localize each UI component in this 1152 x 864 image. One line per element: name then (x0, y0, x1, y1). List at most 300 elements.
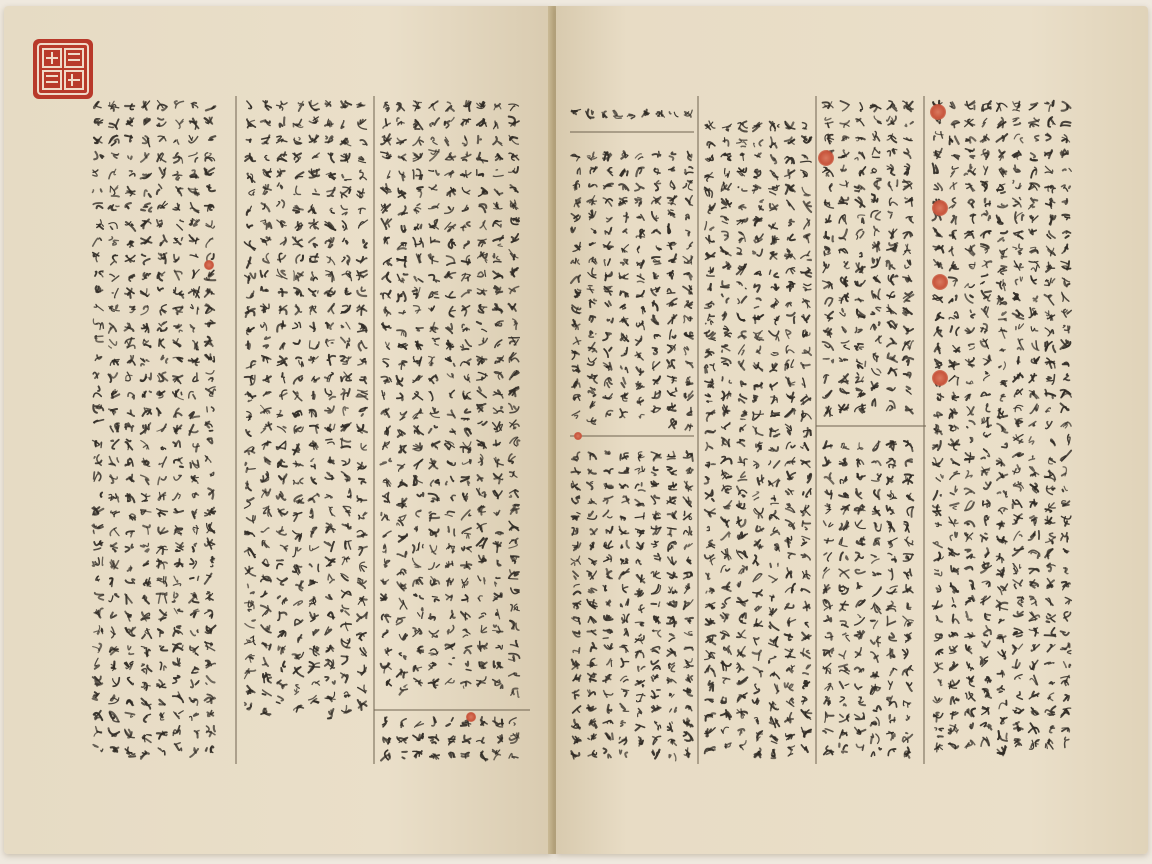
manuscript-glyph (248, 584, 254, 593)
manuscript-glyph (737, 168, 746, 176)
manuscript-glyph (142, 101, 150, 110)
manuscript-glyph (588, 470, 595, 474)
manuscript-glyph (1061, 516, 1071, 526)
manuscript-glyph (621, 659, 629, 667)
manuscript-glyph (477, 524, 486, 532)
manuscript-glyph (93, 676, 103, 685)
manuscript-glyph (723, 678, 730, 683)
manuscript-glyph (125, 288, 134, 298)
manuscript-glyph (683, 256, 692, 264)
manuscript-glyph (855, 570, 865, 574)
manuscript-glyph (309, 220, 318, 229)
manuscript-glyph (415, 526, 418, 531)
manuscript-glyph (903, 292, 913, 302)
manuscript-glyph (281, 662, 285, 672)
manuscript-glyph (985, 677, 991, 683)
manuscript-glyph (824, 697, 830, 705)
manuscript-glyph (935, 523, 941, 527)
manuscript-glyph (141, 612, 149, 621)
manuscript-glyph (261, 405, 271, 413)
manuscript-glyph (383, 442, 390, 450)
manuscript-glyph (639, 414, 644, 418)
manuscript-glyph (903, 232, 912, 238)
manuscript-glyph (210, 472, 214, 476)
manuscript-glyph (93, 189, 102, 192)
manuscript-glyph (142, 273, 150, 280)
manuscript-glyph (722, 549, 732, 560)
manuscript-glyph (1061, 150, 1068, 158)
manuscript-glyph (997, 103, 1007, 111)
manuscript-glyph (572, 481, 580, 490)
manuscript-glyph (430, 577, 439, 586)
manuscript-glyph (329, 507, 335, 516)
manuscript-glyph (873, 242, 880, 252)
manuscript-glyph (981, 737, 989, 746)
manuscript-glyph (94, 137, 102, 143)
manuscript-glyph (876, 336, 882, 343)
manuscript-glyph (708, 204, 715, 214)
manuscript-glyph (493, 221, 501, 227)
manuscript-glyph (277, 220, 286, 227)
manuscript-glyph (1047, 486, 1055, 494)
manuscript-glyph (573, 601, 581, 608)
manuscript-glyph (93, 524, 103, 533)
manuscript-glyph (785, 137, 795, 144)
manuscript-glyph (429, 392, 433, 401)
manuscript-glyph (1029, 612, 1039, 621)
manuscript-glyph (706, 443, 713, 451)
manuscript-glyph (293, 513, 301, 522)
manuscript-glyph (173, 592, 178, 602)
manuscript-glyph (263, 101, 271, 110)
manuscript-glyph (739, 232, 746, 242)
manuscript-glyph (1013, 660, 1020, 669)
manuscript-glyph (966, 596, 975, 605)
manuscript-glyph (246, 481, 251, 490)
manuscript-glyph (841, 165, 846, 171)
manuscript-glyph (1050, 726, 1055, 733)
manuscript-glyph (1045, 390, 1055, 399)
manuscript-glyph (1064, 612, 1071, 621)
manuscript-glyph (509, 250, 518, 260)
manuscript-glyph (871, 734, 879, 744)
manuscript-glyph (573, 181, 579, 190)
manuscript-glyph (326, 557, 335, 566)
manuscript-glyph (129, 514, 135, 520)
manuscript-glyph (839, 294, 848, 304)
manuscript-glyph (738, 187, 747, 191)
manuscript-glyph (604, 259, 610, 266)
manuscript-glyph (446, 595, 452, 601)
manuscript-glyph (263, 690, 272, 696)
manuscript-glyph (775, 544, 780, 551)
manuscript-glyph (309, 169, 319, 178)
manuscript-glyph (725, 169, 730, 178)
manuscript-glyph (341, 306, 351, 314)
manuscript-glyph (905, 537, 913, 546)
manuscript-glyph (310, 646, 319, 656)
manuscript-glyph (278, 253, 286, 261)
manuscript-glyph (754, 461, 759, 468)
manuscript-glyph (1049, 682, 1054, 685)
manuscript-glyph (770, 364, 777, 372)
manuscript-glyph (686, 706, 692, 711)
manuscript-glyph (654, 377, 661, 385)
manuscript-glyph (1014, 231, 1023, 239)
manuscript-glyph (808, 474, 812, 483)
manuscript-glyph (1062, 309, 1072, 317)
manuscript-glyph (206, 371, 214, 382)
manuscript-glyph (905, 122, 913, 127)
manuscript-glyph (620, 291, 628, 297)
manuscript-glyph (981, 467, 990, 475)
manuscript-glyph (447, 374, 453, 378)
manuscript-glyph (429, 204, 440, 209)
manuscript-glyph (721, 697, 726, 704)
manuscript-glyph (1063, 486, 1068, 491)
manuscript-glyph (94, 420, 104, 423)
manuscript-glyph (887, 401, 895, 411)
manuscript-glyph (590, 543, 593, 550)
manuscript-glyph (448, 461, 456, 465)
manuscript-glyph (705, 253, 715, 260)
manuscript-glyph (429, 254, 438, 263)
manuscript-glyph (310, 254, 318, 262)
manuscript-glyph (1047, 579, 1054, 588)
manuscript-glyph (159, 253, 167, 263)
manuscript-glyph (572, 617, 580, 624)
manuscript-glyph (998, 584, 1008, 595)
manuscript-glyph (446, 292, 456, 298)
manuscript-glyph (174, 509, 183, 513)
manuscript-glyph (495, 321, 503, 326)
manuscript-glyph (801, 363, 810, 368)
manuscript-glyph (414, 476, 423, 485)
manuscript-glyph (668, 739, 676, 745)
manuscript-glyph (999, 328, 1007, 339)
manuscript-glyph (361, 444, 366, 451)
manuscript-glyph (840, 521, 849, 530)
manuscript-glyph (785, 122, 795, 130)
manuscript-glyph (950, 471, 960, 479)
manuscript-glyph (310, 306, 316, 315)
manuscript-glyph (874, 275, 880, 282)
manuscript-glyph (397, 569, 406, 574)
manuscript-glyph (668, 512, 677, 520)
manuscript-glyph (430, 118, 439, 126)
manuscript-glyph (246, 655, 255, 663)
manuscript-glyph (261, 304, 269, 312)
manuscript-glyph (95, 593, 104, 600)
manuscript-glyph (418, 608, 423, 618)
manuscript-glyph (141, 510, 151, 515)
manuscript-glyph (951, 697, 959, 704)
manuscript-glyph (1061, 404, 1069, 413)
manuscript-glyph (110, 712, 120, 722)
manuscript-glyph (723, 405, 730, 416)
manuscript-glyph (510, 185, 518, 192)
manuscript-glyph (1013, 102, 1020, 111)
manuscript-glyph (855, 505, 866, 514)
manuscript-glyph (706, 573, 710, 579)
manuscript-glyph (310, 323, 315, 332)
manuscript-glyph (357, 530, 367, 536)
manuscript-glyph (824, 521, 833, 527)
manuscript-glyph (325, 424, 335, 432)
manuscript-glyph (823, 568, 830, 579)
manuscript-glyph (604, 555, 612, 562)
manuscript-glyph (786, 520, 795, 530)
manuscript-glyph (906, 407, 913, 414)
manuscript-glyph (189, 359, 200, 366)
manuscript-glyph (1064, 695, 1069, 701)
manuscript-glyph (461, 340, 472, 350)
manuscript-glyph (684, 527, 692, 535)
manuscript-glyph (967, 381, 973, 384)
manuscript-glyph (413, 101, 421, 111)
manuscript-glyph (953, 615, 959, 624)
manuscript-glyph (651, 541, 658, 547)
manuscript-glyph (1046, 262, 1054, 271)
manuscript-glyph (157, 593, 167, 603)
manuscript-glyph (1013, 197, 1021, 206)
manuscript-glyph (651, 647, 660, 653)
manuscript-glyph (1015, 212, 1024, 223)
manuscript-glyph (887, 388, 895, 391)
manuscript-glyph (509, 654, 520, 661)
manuscript-glyph (189, 425, 197, 435)
manuscript-glyph (652, 467, 658, 475)
manuscript-glyph (667, 497, 676, 504)
manuscript-glyph (572, 305, 581, 313)
manuscript-glyph (738, 297, 747, 304)
manuscript-glyph (191, 305, 199, 314)
manuscript-glyph (261, 625, 271, 633)
manuscript-glyph (668, 345, 676, 353)
manuscript-glyph (1061, 533, 1068, 542)
manuscript-glyph (144, 118, 150, 125)
manuscript-glyph (448, 527, 454, 536)
manuscript-glyph (357, 424, 367, 433)
manuscript-glyph (573, 571, 578, 579)
manuscript-glyph (801, 268, 812, 277)
manuscript-glyph (669, 112, 678, 117)
manuscript-glyph (613, 111, 622, 119)
manuscript-glyph (887, 441, 897, 450)
manuscript-glyph (572, 452, 580, 460)
manuscript-glyph (620, 453, 628, 460)
manuscript-glyph (874, 227, 879, 236)
manuscript-glyph (94, 727, 102, 737)
manuscript-glyph (399, 653, 406, 659)
manuscript-glyph (754, 383, 762, 390)
manuscript-glyph (449, 736, 455, 745)
manuscript-glyph (889, 368, 897, 375)
manuscript-glyph (93, 644, 101, 653)
manuscript-glyph (328, 709, 334, 719)
manuscript-glyph (160, 713, 164, 720)
manuscript-glyph (173, 153, 182, 163)
manuscript-glyph (887, 601, 896, 611)
manuscript-glyph (510, 420, 520, 429)
manuscript-glyph (997, 635, 1005, 642)
manuscript-glyph (451, 495, 455, 500)
manuscript-glyph (934, 663, 943, 673)
manuscript-glyph (1068, 435, 1071, 445)
manuscript-glyph (588, 358, 597, 365)
manuscript-glyph (965, 566, 973, 570)
manuscript-glyph (843, 633, 850, 641)
manuscript-glyph (855, 648, 861, 658)
manuscript-glyph (509, 753, 518, 758)
manuscript-glyph (588, 734, 596, 739)
manuscript-glyph (397, 274, 407, 283)
manuscript-glyph (933, 458, 943, 467)
manuscript-glyph (889, 633, 896, 640)
manuscript-glyph (246, 430, 251, 436)
manuscript-glyph (839, 249, 848, 253)
manuscript-glyph (478, 641, 487, 651)
manuscript-glyph (325, 119, 333, 126)
manuscript-glyph (109, 373, 118, 382)
manuscript-glyph (125, 662, 133, 670)
manuscript-glyph (190, 412, 200, 418)
manuscript-glyph (933, 164, 939, 174)
manuscript-glyph (998, 508, 1007, 514)
manuscript-glyph (1065, 737, 1069, 747)
manuscript-glyph (1013, 244, 1023, 254)
manuscript-glyph (312, 392, 316, 400)
manuscript-glyph (247, 225, 252, 228)
manuscript-glyph (906, 387, 911, 395)
manuscript-glyph (801, 411, 811, 421)
manuscript-glyph (967, 662, 974, 670)
manuscript-glyph (952, 392, 958, 400)
manuscript-glyph (384, 307, 390, 316)
manuscript-glyph (461, 681, 471, 688)
manuscript-glyph (383, 359, 389, 367)
manuscript-glyph (997, 554, 1004, 563)
manuscript-glyph (887, 305, 897, 314)
manuscript-glyph (293, 478, 303, 484)
manuscript-glyph (588, 268, 596, 278)
manuscript-glyph (721, 517, 729, 527)
manuscript-glyph (245, 669, 256, 679)
manuscript-glyph (981, 449, 989, 459)
manuscript-glyph (771, 284, 778, 290)
manuscript-glyph (999, 168, 1006, 177)
manuscript-glyph (113, 678, 120, 687)
manuscript-glyph (109, 223, 117, 230)
manuscript-glyph (786, 442, 795, 449)
manuscript-glyph (770, 252, 776, 259)
manuscript-glyph (573, 648, 580, 654)
manuscript-glyph (589, 452, 597, 459)
manuscript-glyph (965, 294, 973, 303)
manuscript-glyph (771, 396, 778, 404)
manuscript-glyph (903, 649, 908, 658)
manuscript-glyph (981, 392, 990, 396)
manuscript-glyph (888, 538, 897, 548)
manuscript-glyph (480, 717, 487, 725)
manuscript-glyph (446, 561, 453, 567)
manuscript-glyph (888, 321, 897, 329)
manuscript-glyph (158, 136, 166, 141)
manuscript-glyph (277, 269, 288, 279)
manuscript-glyph (935, 728, 944, 737)
manuscript-glyph (887, 696, 897, 707)
manuscript-glyph (126, 187, 135, 196)
manuscript-glyph (823, 663, 831, 673)
manuscript-glyph (478, 421, 487, 424)
manuscript-glyph (574, 584, 581, 594)
manuscript-glyph (510, 490, 519, 498)
manuscript-glyph (497, 560, 501, 566)
manuscript-glyph (294, 705, 304, 712)
manuscript-glyph (965, 394, 971, 400)
manuscript-glyph (342, 221, 347, 230)
manuscript-glyph (668, 557, 676, 565)
manuscript-glyph (770, 122, 779, 131)
manuscript-glyph (359, 157, 366, 163)
manuscript-glyph (572, 109, 581, 114)
manuscript-glyph (144, 714, 151, 722)
manuscript-glyph (754, 170, 761, 179)
manuscript-glyph (1063, 325, 1069, 332)
manuscript-glyph (413, 751, 422, 757)
manuscript-glyph (293, 565, 302, 575)
manuscript-glyph (965, 521, 974, 526)
manuscript-glyph (654, 335, 660, 339)
manuscript-glyph (1030, 516, 1037, 525)
manuscript-glyph (399, 598, 407, 609)
manuscript-glyph (128, 678, 134, 685)
manuscript-glyph (786, 504, 795, 512)
manuscript-glyph (686, 215, 689, 220)
manuscript-glyph (823, 648, 833, 656)
manuscript-glyph (753, 427, 763, 436)
manuscript-glyph (1018, 597, 1024, 607)
manuscript-glyph (754, 331, 764, 341)
manuscript-glyph (668, 315, 677, 324)
manuscript-glyph (1064, 374, 1070, 380)
manuscript-glyph (667, 452, 675, 460)
manuscript-glyph (109, 205, 120, 210)
manuscript-glyph (588, 690, 596, 696)
manuscript-glyph (413, 409, 423, 419)
manuscript-glyph (903, 308, 912, 315)
manuscript-glyph (982, 581, 990, 586)
manuscript-glyph (1030, 675, 1037, 684)
manuscript-glyph (873, 353, 878, 361)
manuscript-glyph (683, 511, 691, 520)
manuscript-glyph (981, 723, 992, 730)
manuscript-glyph (949, 548, 959, 556)
manuscript-glyph (192, 510, 196, 519)
manuscript-glyph (478, 252, 488, 262)
manuscript-glyph (111, 543, 118, 551)
manuscript-glyph (621, 689, 628, 696)
manuscript-glyph (872, 369, 881, 376)
manuscript-glyph (844, 262, 849, 269)
manuscript-glyph (207, 407, 214, 412)
manuscript-glyph (1045, 101, 1054, 112)
manuscript-glyph (478, 576, 485, 584)
manuscript-glyph (173, 692, 183, 702)
manuscript-glyph (261, 323, 267, 331)
manuscript-glyph (1031, 167, 1036, 177)
manuscript-glyph (143, 525, 150, 534)
